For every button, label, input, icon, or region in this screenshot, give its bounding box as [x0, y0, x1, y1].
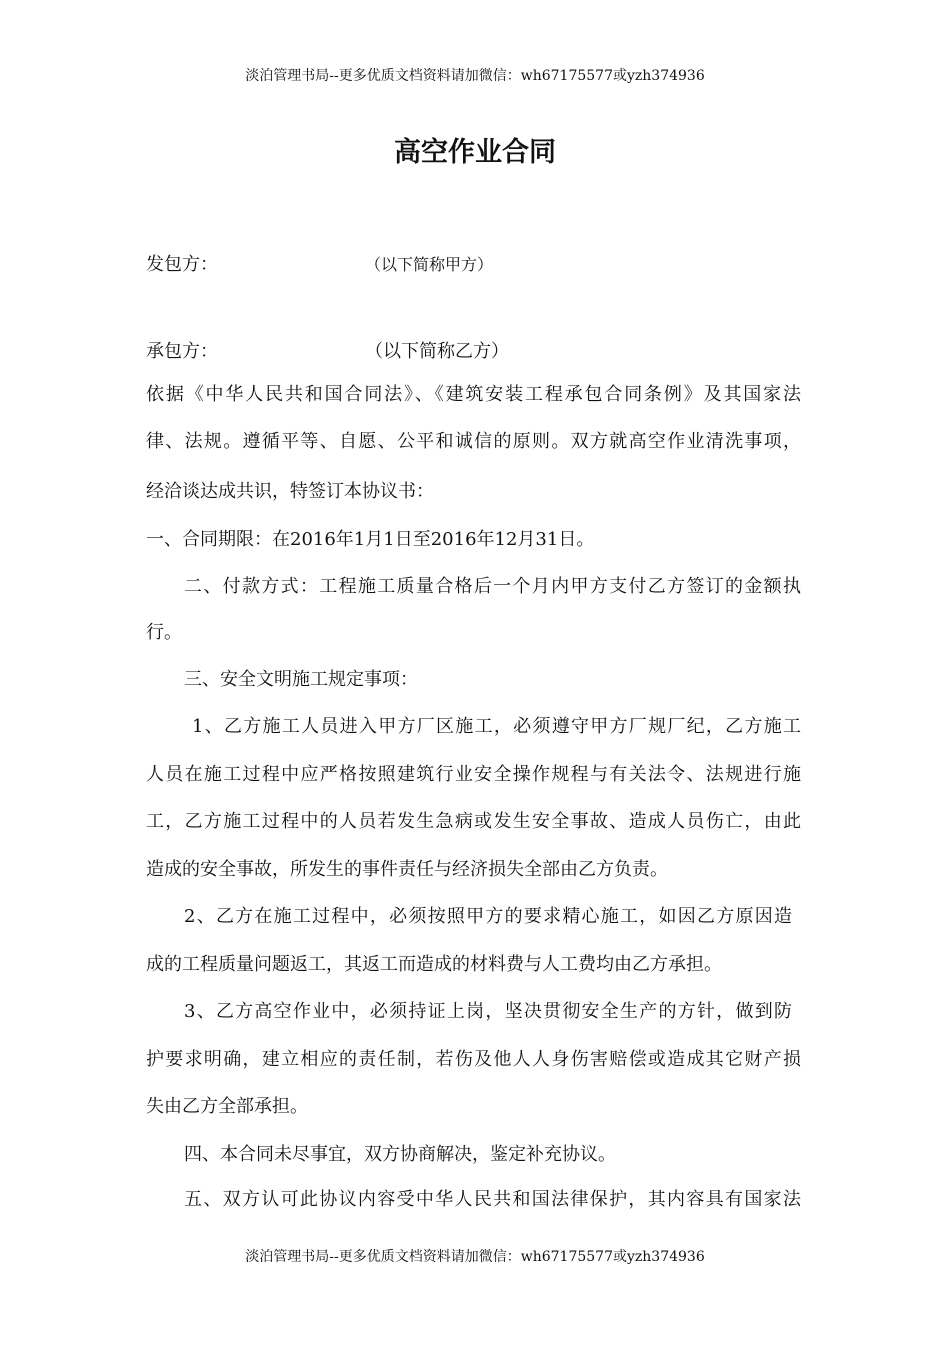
contractor-note: （以下简称乙方）	[365, 341, 509, 362]
contractor-label: 承包方：	[146, 341, 218, 362]
clause-3-safety: 三、安全文明施工规定事项：	[184, 669, 418, 690]
body-line: 护要求明确，建立相应的责任制，若伤及他人人身伤害赔偿或造成其它财产损	[146, 1049, 801, 1070]
page-header: 淡泊管理书局--更多优质文档资料请加微信：wh67175577或yzh374936	[245, 68, 705, 84]
clause-2-payment: 二、付款方式：工程施工质量合格后一个月内甲方支付乙方签订的金额执	[184, 576, 801, 597]
subclause-3: 3、乙方高空作业中，必须持证上岗，坚决贯彻安全生产的方针，做到防	[184, 1001, 792, 1022]
body-line: 经洽谈达成共识，特签订本协议书：	[146, 481, 434, 502]
body-line: 人员在施工过程中应严格按照建筑行业安全操作规程与有关法令、法规进行施	[146, 764, 801, 785]
body-line: 失由乙方全部承担。	[146, 1096, 308, 1117]
body-line: 造成的安全事故，所发生的事件责任与经济损失全部由乙方负责。	[146, 859, 668, 880]
body-line: 律、法规。遵循平等、自愿、公平和诚信的原则。双方就高空作业清洗事项，	[146, 431, 801, 452]
subclause-2: 2、乙方在施工过程中，必须按照甲方的要求精心施工，如因乙方原因造	[184, 906, 792, 927]
page-footer: 淡泊管理书局--更多优质文档资料请加微信：wh67175577或yzh374936	[245, 1249, 705, 1265]
body-line: 行。	[146, 622, 182, 643]
document-title: 高空作业合同	[394, 137, 556, 168]
clause-4: 四、本合同未尽事宜，双方协商解决，鉴定补充协议。	[184, 1144, 616, 1165]
clause-5: 五、双方认可此协议内容受中华人民共和国法律保护，其内容具有国家法	[184, 1189, 801, 1210]
subclause-1: 1、乙方施工人员进入甲方厂区施工，必须遵守甲方厂规厂纪，乙方施工	[192, 716, 801, 737]
body-line: 成的工程质量问题返工，其返工而造成的材料费与人工费均由乙方承担。	[146, 954, 722, 975]
employer-note: （以下简称甲方）	[365, 255, 494, 274]
employer-label: 发包方：	[146, 254, 218, 275]
clause-1-term: 一、合同期限：在2016年1月1日至2016年12月31日。	[146, 529, 595, 550]
body-line: 依据《中华人民共和国合同法》、《建筑安装工程承包合同条例》及其国家法	[146, 384, 801, 405]
body-line: 工，乙方施工过程中的人员若发生急病或发生安全事故、造成人员伤亡，由此	[146, 811, 801, 832]
